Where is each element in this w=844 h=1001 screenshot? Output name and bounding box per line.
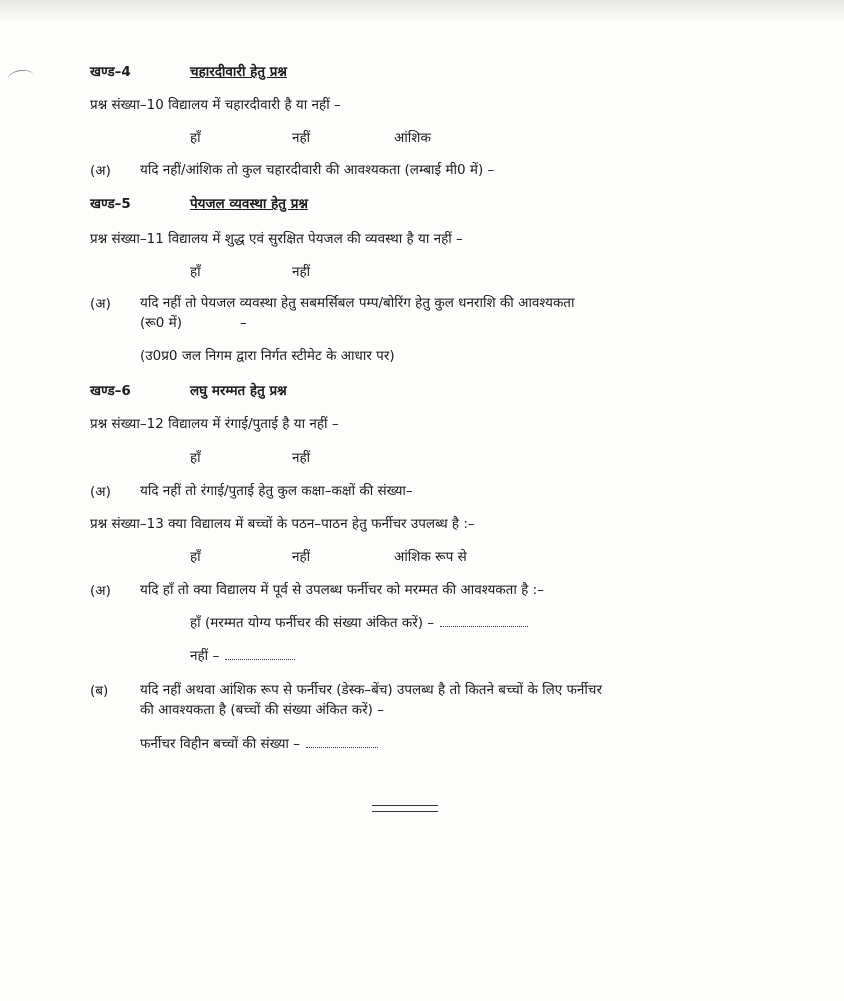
q13-sub-b-count-label: फर्नीचर विहीन बच्चों की संख्या –: [140, 736, 300, 752]
q13-sub-a-yes-row: [190, 614, 528, 632]
q10-sub-a-marker: (अ): [90, 163, 111, 179]
q11-sub-a-marker: (अ): [90, 296, 111, 312]
question-11: प्रश्न संख्या–11 विद्यालय में शुद्ध एवं सुरक्षित पेयजल की व्यवस्था है या नहीं –: [90, 231, 463, 247]
q13-sub-b-text-line2: की आवश्यकता है (बच्चों की संख्या अंकित करें) –: [140, 702, 384, 718]
q13-sub-b-count-row: [140, 735, 378, 753]
q13-option-yes: हाँ: [190, 549, 201, 565]
q13-sub-a-no-label: नहीं –: [190, 648, 220, 664]
q13-sub-a-text: यदि हाँ तो क्या विद्यालय में पूर्व से उपलब्ध फर्नीचर को मरम्मत की आवश्यकता है :–: [140, 582, 544, 598]
section-6-title: लघु मरम्मत हेतु प्रश्न: [190, 383, 287, 399]
q12-sub-a-text: यदि नहीं तो रंगाई/पुताई हेतु कुल कक्षा–कक्षों की संख्या–: [140, 483, 413, 499]
q11-note: (उ0प्र0 जल निगम द्वारा निर्गत स्टीमेट के आधार पर): [140, 348, 395, 364]
q11-option-no: नहीं: [292, 264, 311, 280]
q13-sub-b-text-line1: यदि नहीं अथवा आंशिक रूप से फर्नीचर (डेस्क–बेंच) उपलब्ध है तो कितने बच्चों के लिए फर्नीचर: [140, 682, 603, 698]
q12-option-no: नहीं: [292, 450, 311, 466]
q13-option-no: नहीं: [292, 549, 311, 565]
q11-sub-a-dash: –: [240, 315, 247, 331]
section-4-number: खण्ड–4: [90, 64, 131, 80]
q13-sub-a-yes-label: हाँ (मरम्मत योग्य फर्नीचर की संख्या अंकित करें) –: [190, 615, 435, 631]
question-13: प्रश्न संख्या–13 क्या विद्यालय में बच्चों के पठन–पाठन हेतु फर्नीचर उपलब्ध है :–: [90, 516, 475, 532]
students-without-furniture-blank[interactable]: [306, 737, 378, 748]
q10-option-yes: हाँ: [190, 130, 201, 146]
scan-top-shadow: [0, 0, 844, 22]
q10-option-no: नहीं: [292, 130, 311, 146]
q12-sub-a-marker: (अ): [90, 484, 111, 500]
q10-option-partial: आंशिक: [394, 130, 431, 146]
end-rule-top: [372, 805, 438, 806]
question-12: प्रश्न संख्या–12 विद्यालय में रंगाई/पुताई है या नहीं –: [90, 416, 339, 432]
scan-mark: [7, 68, 35, 86]
q11-sub-a-text-line2: (रू0 में): [140, 315, 182, 331]
q13-sub-a-marker: (अ): [90, 583, 111, 599]
section-5-title: पेयजल व्यवस्था हेतु प्रश्न: [190, 196, 308, 212]
q10-sub-a-text: यदि नहीं/आंशिक तो कुल चहारदीवारी की आवश्यकता (लम्बाई मी0 में) –: [140, 162, 495, 178]
q11-option-yes: हाँ: [190, 264, 201, 280]
q13-option-partial: आंशिक रूप से: [394, 549, 467, 565]
section-5-number: खण्ड–5: [90, 196, 131, 212]
q13-sub-b-marker: (ब): [90, 683, 109, 699]
q12-option-yes: हाँ: [190, 450, 201, 466]
end-rule-bottom: [372, 811, 438, 812]
no-repair-blank[interactable]: [225, 649, 295, 660]
section-4-title: चहारदीवारी हेतु प्रश्न: [190, 64, 287, 80]
q13-sub-a-no-row: [190, 647, 295, 665]
question-10: प्रश्न संख्या–10 विद्यालय में चहारदीवारी है या नहीं –: [90, 97, 341, 113]
section-6-number: खण्ड–6: [90, 383, 131, 399]
repair-count-blank[interactable]: [440, 616, 528, 627]
q11-sub-a-text-line1: यदि नहीं तो पेयजल व्यवस्था हेतु सबमर्सिबल पम्प/बोरिंग हेतु कुल धनराशि की आवश्यकता: [140, 295, 575, 311]
